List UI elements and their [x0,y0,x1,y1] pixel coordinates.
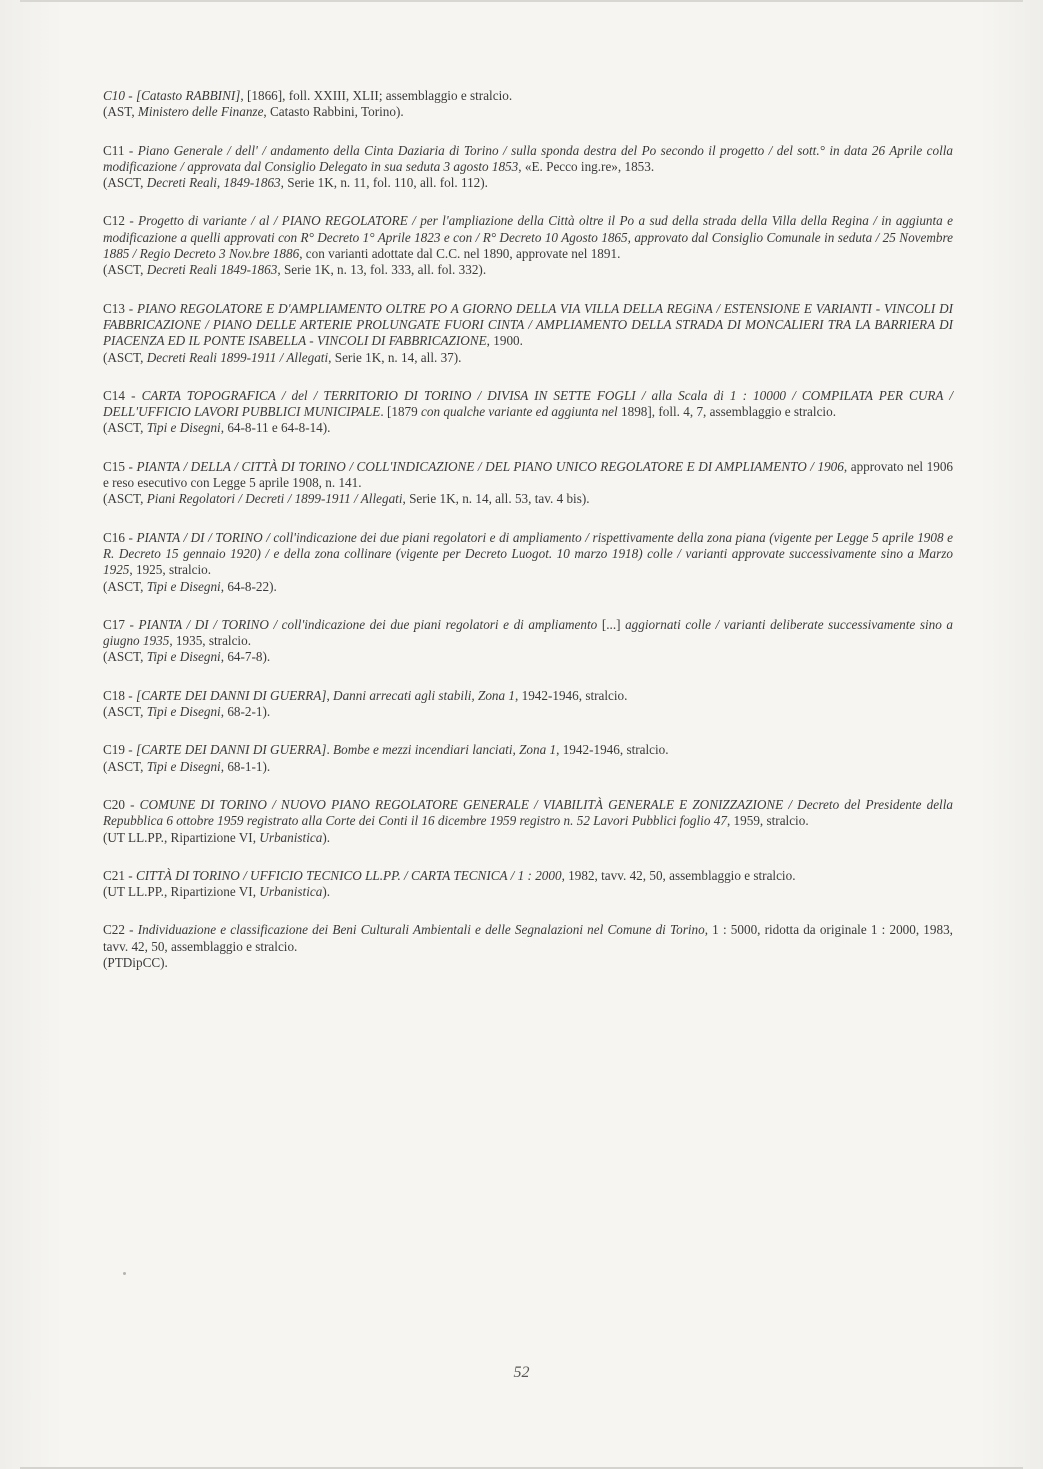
entry-code: C12 [103,213,125,229]
entry-source: (UT LL.PP., Ripartizione VI, Urbanistica). [103,829,331,845]
entry-code: C17 [103,616,125,632]
entry-title-text: PIANTA / DELLA / CITTÀ DI TORINO / COLL'INDICAZIONE / DEL PIANO UNICO REGOLATORE E DI AMPLIAMENTO / 1906 [136,458,844,474]
entry-c17 [103,617,953,666]
entry-c20 [103,797,953,846]
entry-code: C15 [103,458,125,474]
entry-details: , 1942-1946, stralcio. [515,687,628,703]
entry-code: C11 [103,142,125,158]
entry-code: C19 [103,742,125,758]
entry-source: (PTDipCC). [103,954,168,970]
entry-details: , 1959, stralcio. [726,813,809,829]
entry-code: C21 [103,867,125,883]
entry-title: C13 - PIANO REGOLATORE E D'AMPLIAMENTO OLTRE PO A GIORNO DELLA VIA VILLA DELLA REGiNA / ESTENSIONE E VARIANTI - VINCOLI DI FABBRICAZIONE / PIANO DELLE ARTERIE PROLUNGATE FUORI CINTA / AMPLIAMENTO DELLA STRADA DI MONCALIERI TRA LA BARRIERA DI PIACENZA ED IL PONTE ISABELLA - VINCOLI DI FABBRICAZIONE, 1900. [103,300,953,349]
entry-title: C21 - CITTÀ DI TORINO / UFFICIO TECNICO LL.PP. / CARTA TECNICA / 1 : 2000, 1982, tavv. 42, 50, assemblaggio e stralcio. [103,867,796,883]
entry-title: C14 - CARTA TOPOGRAFICA / del / TERRITORIO DI TORINO / DIVISA IN SETTE FOGLI / alla Scala di 1 : 10000 / COMPILATA PER CURA / DELL'UFFICIO LAVORI PUBBLICI MUNICIPALE. [1879 con qualche variante ed aggiunta nel 1898], foll. 4, 7, assemblaggio e stralcio. [103,387,953,420]
entry-title: C16 - PIANTA / DI / TORINO / coll'indicazione dei due piani regolatori e di ampliamento / rispettivamente della zona piana (vigente per Legge 5 aprile 1908 e R. Decreto 15 gennaio 1920) / e della zona collinare (vigente per Decreto Luogot. 10 marzo 1918) colle / varianti approvate successivamente sino a Marzo 1925, 1925, stralcio. [103,529,953,578]
entry-title-text: [Catasto RABBINI] [135,88,241,103]
entry-details: , 1900. [486,333,523,349]
entry-code: C18 [103,687,125,703]
entry-c18 [103,688,953,721]
entry-c14 [103,388,953,437]
entry-c13 [103,301,953,366]
entry-title-text: [CARTE DEI DANNI DI GUERRA] [135,742,327,758]
entry-details: , approvato nel 1906 e reso esecutivo con Legge 5 aprile 1908, n. 141. [103,458,954,491]
entry-c22 [103,922,953,971]
entry-title: C19 - [CARTE DEI DANNI DI GUERRA]. Bombe e mezzi incendiari lanciati, Zona 1, 1942-1946, stralcio. [103,742,669,758]
entry-title: C12 - Progetto di variante / al / PIANO REGOLATORE / per l'ampliazione della Città oltre il Po a sud della strada della Villa della Regina / in aggiunta e modificazione a quelli approvati con R° Decreto 1° Aprile 1823 e con / R° Decreto 10 Agosto 1865, approvato dal Consiglio Comunale in seduta / 25 Novembre 1885 / Regio Decreto 3 Nov.bre 1886, con varianti adottate dal C.C. nel 1890, approvate nel 1891. [103,213,953,262]
entry-details: , 1 : 5000, ridotta da originale 1 : 2000, 1983, tavv. 42, 50, assemblaggio e stralcio. [103,922,953,954]
entry-details: , «E. Pecco ing.re», 1853. [518,158,655,174]
entry-c12 [103,213,953,278]
entry-title-text: Progetto di variante / al / PIANO REGOLATORE / per l'ampliazione della Città oltre il Po a sud della strada della Villa della Regina / in aggiunta e modificazione a quelli approvati con R° Decreto 1° Aprile 1823 e con / R° Decreto 10 Agosto 1865, approvato dal Consiglio Comunale in seduta / 25 Novembre 1885 / Regio Decreto 3 Nov.bre 1886 [103,213,953,262]
entry-details: , con varianti adottate dal C.C. nel 1890, approvate nel 1891. [299,246,621,262]
entry-source: (ASCT, Piani Regolatori / Decreti / 1899-1911 / Allegati, Serie 1K, n. 14, all. 53, tav. 4 bis). [103,491,590,507]
entry-source: (ASCT, Decreti Reali, 1849-1863, Serie 1K, n. 11, fol. 110, all. fol. 112). [103,175,488,191]
entry-details: , 1982, tavv. 42, 50, assemblaggio e stralcio. [561,867,796,883]
entry-code: C20 [103,796,125,812]
entry-details: , 1925, stralcio. [129,562,212,578]
entry-c10 [103,88,953,121]
entry-source: (UT LL.PP., Ripartizione VI, Urbanistica). [103,884,331,900]
entry-title-text: [CARTE DEI DANNI DI GUERRA] [135,687,327,703]
entry-source: (ASCT, Tipi e Disegni, 64-7-8). [103,649,271,665]
entry-c21 [103,868,953,901]
entry-title: C17 - PIANTA / DI / TORINO / coll'indicazione dei due piani regolatori e di ampliamento [...] aggiornati colle / varianti deliberate successivamente sino a giugno 1935, 1935, stralcio. [103,616,953,649]
page-number: 52 [513,1364,530,1381]
entry-details: , [1866], foll. XXIII, XLII; assemblaggio e stralcio. [240,88,513,103]
entry-details: , 1935, stralcio. [169,633,251,649]
entry-details: 1898], foll. 4, 7, assemblaggio e stralcio. [617,404,836,420]
entry-c16 [103,530,953,595]
entry-code: C22 [103,922,125,938]
entry-c15 [103,459,953,508]
entry-title: C15 - PIANTA / DELLA / CITTÀ DI TORINO / COLL'INDICAZIONE / DEL PIANO UNICO REGOLATORE E DI AMPLIAMENTO / 1906, approvato nel 1906 e reso esecutivo con Legge 5 aprile 1908, n. 141. [103,458,954,491]
entry-code: C16 [103,529,125,545]
entry-source: (ASCT, Tipi e Disegni, 64-8-11 e 64-8-14). [103,420,331,436]
entry-title-text: PIANO REGOLATORE E D'AMPLIAMENTO OLTRE PO A GIORNO DELLA VIA VILLA DELLA REGiNA / ESTENSIONE E VARIANTI - VINCOLI DI FABBRICAZIONE / PIANO DELLE ARTERIE PROLUNGATE FUORI CINTA / AMPLIAMENTO DELLA STRADA DI MONCALIERI TRA LA BARRIERA DI PIACENZA ED IL PONTE ISABELLA - VINCOLI DI FABBRICAZIONE [103,300,953,349]
entry-title: C11 - Piano Generale / dell' / andamento della Cinta Daziaria di Torino / sulla sponda destra del Po secondo il progetto / del sott.° in data 26 Aprile colla modificazione / approvata dal Consiglio Delegato in sua seduta 3 agosto 1853, «E. Pecco ing.re», 1853. [103,142,953,174]
entry-c19 [103,742,953,775]
entry-details: , 1942-1946, stralcio. [556,742,669,758]
entry-code: C10 [103,88,125,103]
entry-c11 [103,143,953,192]
entry-code: C13 [103,300,125,316]
entry-title-text: PIANTA / DI / TORINO / coll'indicazione dei due piani regolatori e di ampliamento / rispettivamente della zona piana (vigente per Legge 5 aprile 1908 e R. Decreto 15 gennaio 1920) / e della zona collinare (vigente per Decreto Luogot. 10 marzo 1918) colle / varianti approvate successivamente sino a Marzo 1925 [103,529,953,578]
entry-title-text: PIANTA / DI / TORINO / coll'indicazione dei due piani regolatori e di ampliamento [138,616,598,632]
entry-title: C18 - [CARTE DEI DANNI DI GUERRA], Danni arrecati agli stabili, Zona 1, 1942-1946, stralcio. [103,687,628,703]
top-edge-line [20,0,1023,2]
entry-code: C14 [103,387,125,403]
entry-title-text: COMUNE DI TORINO / NUOVO PIANO REGOLATORE GENERALE / VIABILITÀ GENERALE E ZONIZZAZIONE / Decreto del Presidente della Repubblica 6 ottobre 1959 registrato alla Corte dei Conti il 16 dicembre 1959 registro n. 52 Lavori Pubblici foglio 47 [103,796,953,829]
entry-title-text: Piano Generale / dell' / andamento della Cinta Daziaria di Torino / sulla sponda destra del Po secondo il progetto / del sott.° in data 26 Aprile colla modificazione / approvata dal Consiglio Delegato in sua seduta 3 agosto 1853 [103,142,953,174]
entry-source: (AST, Ministero delle Finanze, Catasto Rabbini, Torino). [103,104,404,120]
entry-source: (ASCT, Decreti Reali 1849-1863, Serie 1K, n. 13, fol. 333, all. fol. 332). [103,262,487,278]
separator: - [124,88,136,103]
catalogue-list [103,88,953,993]
paper-speck [123,1272,126,1275]
entry-title-text: CARTA TOPOGRAFICA / del / TERRITORIO DI TORINO / DIVISA IN SETTE FOGLI / alla Scala di 1 : 10000 / COMPILATA PER CURA / DELL'UFFICIO LAVORI PUBBLICI MUNICIPALE [103,387,953,420]
entry-source: (ASCT, Decreti Reali 1899-1911 / Allegati, Serie 1K, n. 14, all. 37). [103,349,462,365]
entry-title [103,88,953,104]
entry-source: (ASCT, Tipi e Disegni, 68-2-1). [103,704,271,720]
entry-title: C20 - COMUNE DI TORINO / NUOVO PIANO REGOLATORE GENERALE / VIABILITÀ GENERALE E ZONIZZAZIONE / Decreto del Presidente della Repubblica 6 ottobre 1959 registrato alla Corte dei Conti il 16 dicembre 1959 registro n. 52 Lavori Pubblici foglio 47, 1959, stralcio. [103,796,953,829]
entry-title: C22 - Individuazione e classificazione dei Beni Culturali Ambientali e delle Segnalazioni nel Comune di Torino, 1 : 5000, ridotta da originale 1 : 2000, 1983, tavv. 42, 50, assemblaggio e stralcio. [103,922,953,954]
entry-title-text: Individuazione e classificazione dei Beni Culturali Ambientali e delle Segnalazioni nel Comune di Torino [137,922,705,938]
entry-title-text: CITTÀ DI TORINO / UFFICIO TECNICO LL.PP. / CARTA TECNICA / 1 : 2000 [135,867,562,883]
entry-source: (ASCT, Tipi e Disegni, 64-8-22). [103,578,277,594]
entry-source: (ASCT, Tipi e Disegni, 68-1-1). [103,758,271,774]
